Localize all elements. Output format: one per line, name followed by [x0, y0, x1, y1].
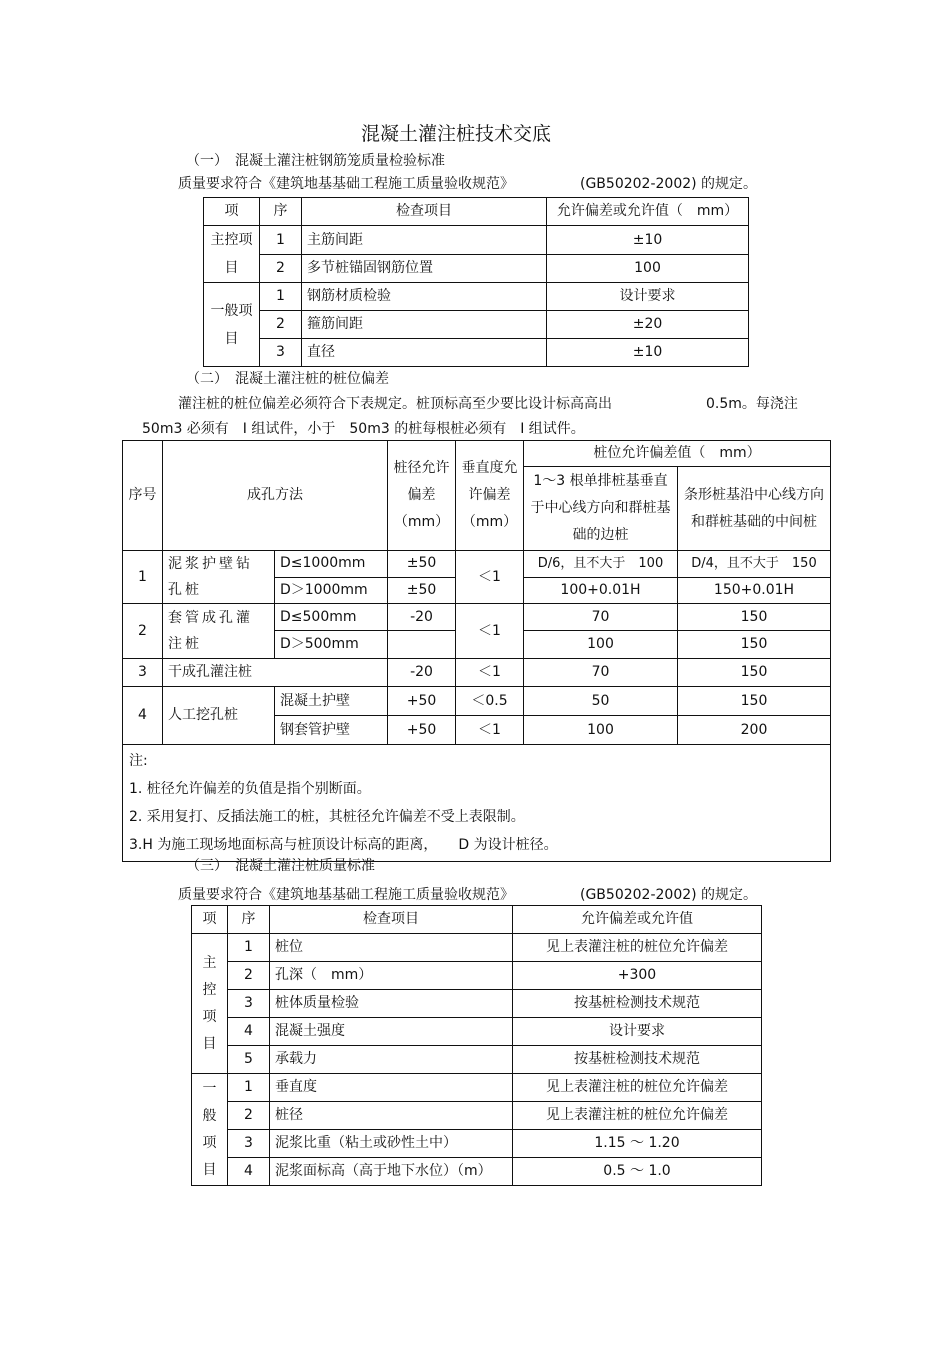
table-cell: D/6，且不大于 100	[524, 551, 678, 578]
section2-heading: （二） 混凝土灌注桩的桩位偏差	[186, 371, 389, 387]
table-cell: 混凝土护壁	[275, 687, 388, 716]
table-cell: 70	[524, 604, 678, 631]
table-cell: ±20	[547, 311, 749, 339]
table-cell: ±50	[388, 577, 456, 604]
table-cell: 100+0.01H	[524, 577, 678, 604]
table-cell: 见上表灌注桩的桩位允许偏差	[513, 1102, 762, 1130]
header-seq: 序号	[123, 441, 163, 551]
table-cell: 150	[678, 604, 831, 631]
table-cell: 设计要求	[547, 283, 749, 311]
header-position: 桩位允许偏差值（ mm）	[524, 441, 831, 467]
table-cell: 100	[524, 716, 678, 745]
section1-intro-code: (GB50202-2002) 的规定。	[580, 176, 758, 192]
table-cell: +50	[388, 716, 456, 745]
table-cell: 套管成孔灌注桩	[163, 604, 275, 659]
section3-heading: （三） 混凝土灌注桩质量标准	[186, 858, 375, 874]
table-cell: 泥浆面标高（高于地下水位）（m）	[270, 1158, 513, 1186]
header-cell: 序	[260, 198, 302, 226]
table-cell: 4	[228, 1158, 270, 1186]
rebar-cage-table	[203, 197, 749, 367]
group-general-cell	[192, 1074, 228, 1186]
header-cell: 允许偏差或允许值（ mm）	[547, 198, 749, 226]
table-cell: 泥浆比重（粘土或砂性土中）	[270, 1130, 513, 1158]
table-cell: 3	[228, 1130, 270, 1158]
table-cell: 钢套管护壁	[275, 716, 388, 745]
section2-para-1b: 0.5m。每浇注	[706, 396, 798, 412]
table-cell: 3	[260, 339, 302, 367]
table-cell: 见上表灌注桩的桩位允许偏差	[513, 1074, 762, 1102]
table-cell: 2	[260, 311, 302, 339]
table-cell: 150	[678, 687, 831, 716]
group-main-cell	[192, 934, 228, 1074]
table-cell: +300	[513, 962, 762, 990]
table-cell: 100	[524, 631, 678, 659]
header-cell: 序	[228, 906, 270, 934]
table-cell: 见上表灌注桩的桩位允许偏差	[513, 934, 762, 962]
note-line: 注:	[129, 753, 148, 769]
page-title: 混凝土灌注桩技术交底	[361, 123, 552, 145]
table-cell: ±50	[388, 551, 456, 578]
group-char: 目	[202, 1161, 217, 1178]
table-cell: 0.5 ～ 1.0	[513, 1158, 762, 1186]
table-cell: 3	[228, 990, 270, 1018]
table-cell: 混凝土强度	[270, 1018, 513, 1046]
header-method: 成孔方法	[163, 441, 388, 551]
table-cell: 泥浆护壁钻孔桩	[163, 551, 275, 604]
note-line: 1. 桩径允许偏差的负值是指个别断面。	[129, 781, 371, 797]
table-cell: 1.15 ～ 1.20	[513, 1130, 762, 1158]
table-cell: 4	[228, 1018, 270, 1046]
table-cell: 3	[123, 659, 163, 687]
table-cell: D/4，且不大于 150	[678, 551, 831, 578]
table-cell: 50	[524, 687, 678, 716]
notes-cell	[123, 745, 831, 862]
table-cell: 多节桩锚固钢筋位置	[302, 255, 547, 283]
header-cell: 项	[192, 906, 228, 934]
quality-standard-table	[191, 905, 762, 1186]
table-cell: ＜1	[456, 551, 524, 604]
table-cell: 2	[228, 962, 270, 990]
group-char: 般	[202, 1107, 217, 1124]
table-cell: ＜0.5	[456, 687, 524, 716]
table-cell: 设计要求	[513, 1018, 762, 1046]
table-cell	[388, 631, 456, 659]
header-vertical: 垂直度允许偏差（mm）	[456, 441, 524, 551]
table-cell: 孔深（ mm）	[270, 962, 513, 990]
note-line: 2. 采用复打、反插法施工的桩，其桩径允许偏差不受上表限制。	[129, 809, 525, 825]
table-cell: D≤1000mm	[275, 551, 388, 578]
note-line: 3.H 为施工现场地面标高与桩顶设计标高的距离， D 为设计桩径。	[129, 837, 558, 853]
header-cell: 检查项目	[270, 906, 513, 934]
table-cell: 干成孔灌注桩	[163, 659, 388, 687]
pile-position-table	[122, 440, 831, 862]
table-cell: 150	[678, 659, 831, 687]
table-cell: 桩位	[270, 934, 513, 962]
header-diameter: 桩径允许偏差（mm）	[388, 441, 456, 551]
table-cell: 直径	[302, 339, 547, 367]
group-main-cell: 主控项目	[204, 226, 260, 283]
table-cell: 2	[228, 1102, 270, 1130]
table-cell: ＜1	[456, 716, 524, 745]
section3-intro-code: (GB50202-2002) 的规定。	[580, 887, 758, 903]
table-cell: 200	[678, 716, 831, 745]
group-char: 控	[202, 981, 217, 998]
table-cell: 主筋间距	[302, 226, 547, 255]
table-cell: 按基桩检测技术规范	[513, 1046, 762, 1074]
group-char: 一	[202, 1080, 217, 1097]
table-cell: +50	[388, 687, 456, 716]
table-cell: 承载力	[270, 1046, 513, 1074]
table-cell: -20	[388, 604, 456, 631]
group-general-cell: 一般项目	[204, 283, 260, 367]
section1-intro: 质量要求符合《建筑地基基础工程施工质量验收规范》	[178, 176, 514, 192]
table-cell: -20	[388, 659, 456, 687]
table-cell: 2	[260, 255, 302, 283]
section1-heading: （一） 混凝土灌注桩钢筋笼质量检验标准	[186, 153, 445, 169]
table-cell: D＞1000mm	[275, 577, 388, 604]
group-char: 项	[202, 1134, 217, 1151]
group-char: 项	[202, 1008, 217, 1025]
table-cell: 1	[123, 551, 163, 604]
header-cell: 允许偏差或允许值	[513, 906, 762, 934]
table-cell: 4	[123, 687, 163, 745]
table-cell: 钢筋材质检验	[302, 283, 547, 311]
table-cell: 1	[228, 934, 270, 962]
group-char: 主	[202, 954, 217, 971]
group-char: 目	[202, 1035, 217, 1052]
table-cell: 人工挖孔桩	[163, 687, 275, 745]
table-cell: 1	[228, 1074, 270, 1102]
table-cell: ＜1	[456, 604, 524, 659]
table-cell: 2	[123, 604, 163, 659]
table-cell: 150+0.01H	[678, 577, 831, 604]
header-position-sub1: 1～3 根单排桩基垂直于中心线方向和群桩基础的边桩	[524, 467, 678, 551]
table-cell: ＜1	[456, 659, 524, 687]
table-cell: 箍筋间距	[302, 311, 547, 339]
table-cell: ±10	[547, 339, 749, 367]
table-cell: 150	[678, 631, 831, 659]
table-cell: 桩体质量检验	[270, 990, 513, 1018]
table-cell: 垂直度	[270, 1074, 513, 1102]
header-position-sub2: 条形桩基沿中心线方向和群桩基础的中间桩	[678, 467, 831, 551]
header-cell: 项	[204, 198, 260, 226]
section2-para-1a: 灌注桩的桩位偏差必须符合下表规定。桩顶标高至少要比设计标高高出	[178, 396, 612, 412]
table-cell: D＞500mm	[275, 631, 388, 659]
table-cell: 70	[524, 659, 678, 687]
table-cell: 1	[260, 226, 302, 255]
table-cell: 5	[228, 1046, 270, 1074]
section3-intro: 质量要求符合《建筑地基基础工程施工质量验收规范》	[178, 887, 514, 903]
table-cell: ±10	[547, 226, 749, 255]
table-cell: 按基桩检测技术规范	[513, 990, 762, 1018]
table-cell: 1	[260, 283, 302, 311]
table-cell: D≤500mm	[275, 604, 388, 631]
section2-para-2: 50m3 必须有 I 组试件，小于 50m3 的桩每根桩必须有 I 组试件。	[142, 421, 585, 437]
header-cell: 检查项目	[302, 198, 547, 226]
table-cell: 100	[547, 255, 749, 283]
table-cell: 桩径	[270, 1102, 513, 1130]
